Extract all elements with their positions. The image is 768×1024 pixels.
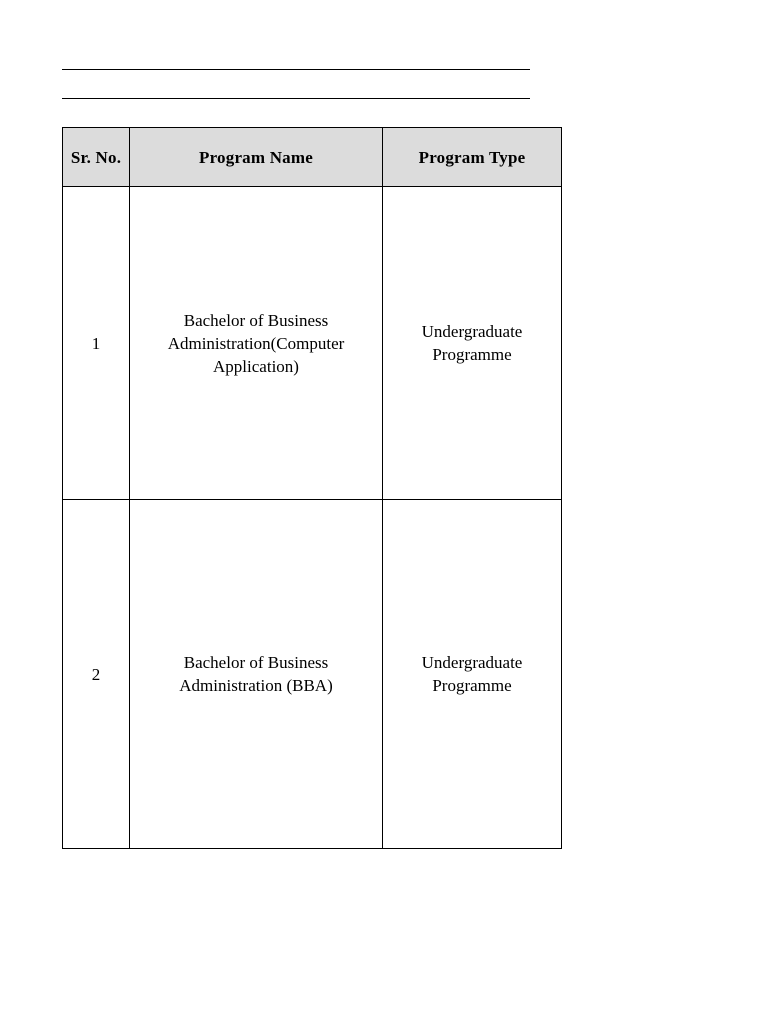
cell-program-name: Bachelor of Business Administration (BBA) (130, 500, 383, 849)
table-row (63, 500, 562, 849)
cell-sr-no: 2 (63, 500, 130, 849)
cell-program-type: Undergraduate Programme (383, 187, 562, 500)
blank-subtitle-row (62, 98, 530, 127)
blank-title-row (62, 69, 530, 98)
cell-sr-no: 1 (63, 187, 130, 500)
spreadsheet-page (62, 69, 530, 849)
header-program-type: Program Type (383, 128, 562, 187)
table-header-row (63, 128, 562, 187)
cell-program-name: Bachelor of Business Administration(Computer Application) (130, 187, 383, 500)
cell-program-type: Undergraduate Programme (383, 500, 562, 849)
program-table (62, 127, 562, 849)
table-row (63, 187, 562, 500)
header-sr-no: Sr. No. (63, 128, 130, 187)
header-program-name: Program Name (130, 128, 383, 187)
